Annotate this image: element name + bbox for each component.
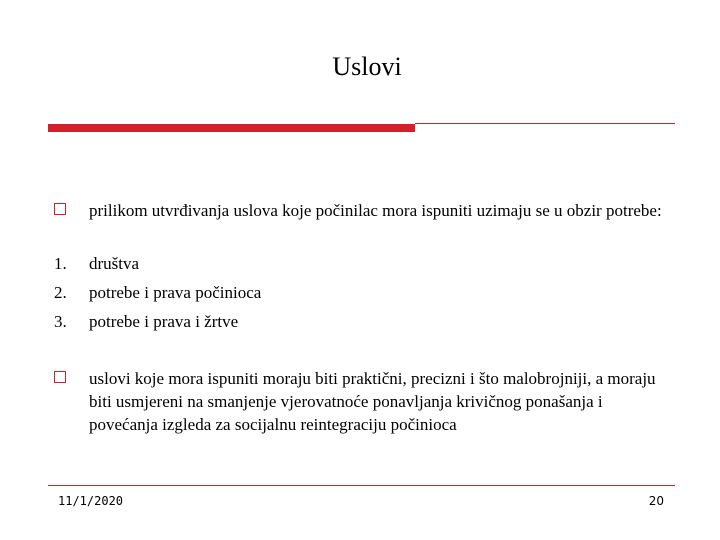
checkbox-bullet-icon [54,203,66,215]
list-number: 3. [54,312,67,331]
bullet-text: prilikom utvrđivanja uslova koje počinilac mora ispuniti uzimaju se u obzir potrebe: [89,201,662,220]
checkbox-bullet-icon [54,371,66,383]
list-number: 1. [54,254,67,273]
bullet-text: uslovi koje mora ispuniti moraju biti praktični, precizni i što malobrojniji, a moraju biti usmjereni na smanjenje vjerovatnoće ponavljanja krivičnog ponašanja i povećanja izgleda za socijalnu reintegraciju počinioca [89,369,656,434]
slide-title: Uslovi [332,52,402,81]
list-item: potrebe i prava počinioca [89,283,262,302]
footer-date: 11/1/2020 [58,494,124,508]
footer-rule [48,485,675,486]
list-item: društva [89,254,140,273]
page-number: 20 [648,494,664,508]
list-item: potrebe i prava i žrtve [89,312,239,331]
list-number: 2. [54,283,67,302]
